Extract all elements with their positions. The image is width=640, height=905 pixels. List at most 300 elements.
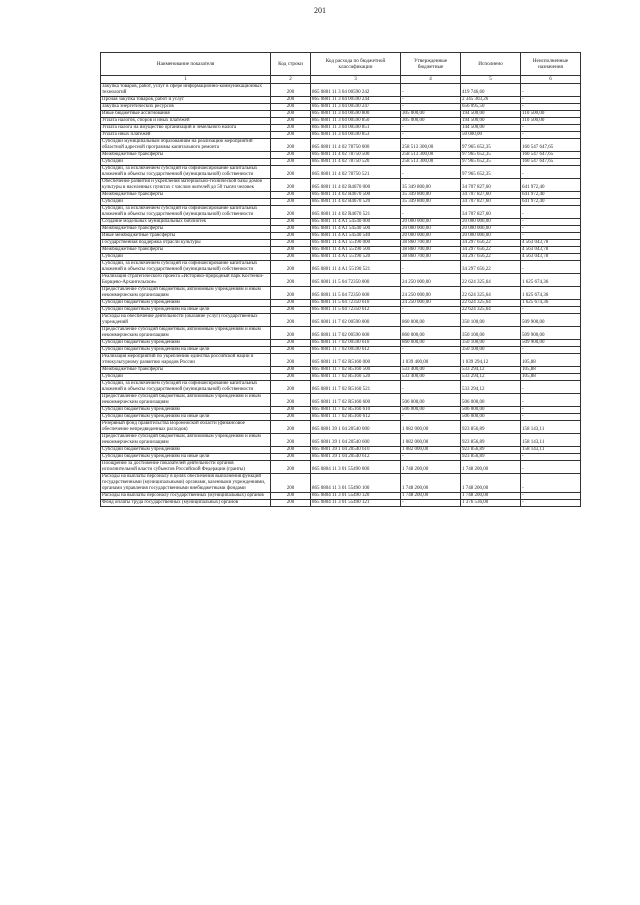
row-code-cell: 200 xyxy=(271,340,311,347)
row-executed-cell: 2 345 303,26 xyxy=(461,97,521,104)
row-unexecuted-cell: 1 625 674,36 xyxy=(521,274,581,287)
column-number: 5 xyxy=(461,76,521,84)
table-row xyxy=(101,307,581,314)
row-executed-cell: 1 748 200,00 xyxy=(461,461,521,474)
column-header: Наименование показателя xyxy=(101,53,271,76)
row-code-cell: 200 xyxy=(271,354,311,367)
column-number: 1 xyxy=(101,76,271,84)
table-row xyxy=(101,199,581,206)
column-header: Исполнено xyxy=(461,53,521,76)
row-budget-code-cell: 865 0801 11 3 04 00590 247 xyxy=(311,104,401,111)
row-approved-cell: 20 000 000,00 xyxy=(401,226,461,233)
row-code-cell: 200 xyxy=(271,407,311,414)
row-code-cell: 200 xyxy=(271,394,311,407)
row-budget-code-cell: 865 0801 11 5 04 72350 600 xyxy=(311,287,401,300)
row-name-cell: Резервный фонд правительства Воронежской области (финансовое обеспечение непредвиденных расходов) xyxy=(101,421,271,434)
row-code-cell: 200 xyxy=(271,233,311,240)
row-name-cell: Субсидии бюджетным учреждениям xyxy=(101,407,271,414)
row-code-cell: 200 xyxy=(271,300,311,307)
row-name-cell: Уплата налогов, сборов и иных платежей xyxy=(101,118,271,125)
row-name-cell: Субсидии, за исключением субсидий на софинансирование капитальных вложений в объекты государственной (муниципальной) собственности xyxy=(101,206,271,219)
row-approved-cell: 1 748 200,00 xyxy=(401,474,461,493)
row-unexecuted-cell: - xyxy=(521,347,581,354)
row-code-cell: 200 xyxy=(271,307,311,314)
row-unexecuted-cell: 509 900,00 xyxy=(521,340,581,347)
row-approved-cell: - xyxy=(401,166,461,179)
row-budget-code-cell: 865 0801 11 7 02 00590 612 xyxy=(311,347,401,354)
table-row xyxy=(101,261,581,274)
row-executed-cell: 34 707 827,60 xyxy=(461,199,521,206)
row-name-cell: Иные межбюджетные трансферты xyxy=(101,233,271,240)
row-executed-cell: 97 965 652,35 xyxy=(461,152,521,159)
row-code-cell: 200 xyxy=(271,474,311,493)
row-name-cell: Уплата налога на имущество организаций и земельного налога xyxy=(101,125,271,132)
row-budget-code-cell: 865 0801 39 1 04 20540 600 xyxy=(311,434,401,447)
table-row xyxy=(101,84,581,97)
row-name-cell: Субсидии xyxy=(101,199,271,206)
row-executed-cell: 350 100,00 xyxy=(461,314,521,327)
row-name-cell: Субсидии xyxy=(101,374,271,381)
row-approved-cell: - xyxy=(401,132,461,139)
row-unexecuted-cell: 160 547 647,65 xyxy=(521,159,581,166)
row-name-cell: Субсидии бюджетным учреждениям на иные цели xyxy=(101,347,271,354)
column-header: Код строки xyxy=(271,53,311,76)
row-code-cell: 200 xyxy=(271,374,311,381)
row-budget-code-cell: 865 0801 11 3 04 00590 800 xyxy=(311,111,401,118)
row-approved-cell: 258 513 300,00 xyxy=(401,152,461,159)
row-name-cell: Субсидии, за исключением субсидий на софинансирование капитальных вложений в объекты государственной (муниципальной) собственности xyxy=(101,381,271,394)
row-budget-code-cell: 865 0804 11 3 01 55490 000 xyxy=(311,461,401,474)
row-code-cell: 200 xyxy=(271,152,311,159)
row-budget-code-cell: 865 0801 11 5 04 72350 000 xyxy=(311,274,401,287)
row-unexecuted-cell: - xyxy=(521,132,581,139)
row-approved-cell: 24 250 000,00 xyxy=(401,274,461,287)
row-name-cell: Субсидии xyxy=(101,159,271,166)
row-executed-cell: 1 039 294,12 xyxy=(461,354,521,367)
row-budget-code-cell: 865 0801 11 4 A1 54540 000 xyxy=(311,219,401,226)
row-name-cell: Поощрение за достижение показателей деятельности органов исполнительной власти субъектов Российской Федерации (гранты) xyxy=(101,461,271,474)
row-name-cell: Предоставление субсидий бюджетным, автономным учреждениям и иным некоммерческим организациям xyxy=(101,394,271,407)
row-budget-code-cell: 865 0801 11 4 02 78750 000 xyxy=(311,139,401,152)
row-approved-cell: 20 000 000,00 xyxy=(401,219,461,226)
row-unexecuted-cell: - xyxy=(521,125,581,132)
row-name-cell: Субсидии бюджетным учреждениям xyxy=(101,300,271,307)
row-executed-cell: 350 100,00 xyxy=(461,340,521,347)
row-approved-cell: - xyxy=(401,84,461,97)
row-unexecuted-cell: - xyxy=(521,97,581,104)
row-unexecuted-cell: 641 972,40 xyxy=(521,179,581,192)
row-executed-cell: 923 856,89 xyxy=(461,421,521,434)
table-row xyxy=(101,461,581,474)
table-row xyxy=(101,219,581,226)
table-row xyxy=(101,125,581,132)
row-unexecuted-cell: - xyxy=(521,233,581,240)
row-unexecuted-cell: 158 143,11 xyxy=(521,447,581,454)
row-name-cell: Субсидии бюджетным учреждениям xyxy=(101,340,271,347)
row-budget-code-cell: 865 0801 11 4 02 78750 520 xyxy=(311,159,401,166)
row-approved-cell: - xyxy=(401,97,461,104)
table-row xyxy=(101,233,581,240)
row-name-cell: Межбюджетные трансферты xyxy=(101,152,271,159)
row-approved-cell: - xyxy=(401,381,461,394)
row-name-cell: Прочая закупка товаров, работ и услуг xyxy=(101,97,271,104)
row-executed-cell: 923 856,89 xyxy=(461,447,521,454)
row-code-cell: 200 xyxy=(271,159,311,166)
row-budget-code-cell: 865 0804 11 3 01 55490 100 xyxy=(311,474,401,493)
row-name-cell: Субсидии xyxy=(101,254,271,261)
row-name-cell: Межбюджетные трансферты xyxy=(101,192,271,199)
row-name-cell: Субсидии муниципальным образованиям на реализацию мероприятий областной адресной программы капитального ремонта xyxy=(101,139,271,152)
table-row xyxy=(101,166,581,179)
row-name-cell: Иные бюджетные ассигнования xyxy=(101,111,271,118)
row-approved-cell: 38 860 700,00 xyxy=(401,254,461,261)
row-executed-cell: 34 707 827,60 xyxy=(461,179,521,192)
row-code-cell: 200 xyxy=(271,287,311,300)
row-approved-cell: 20 000 000,00 xyxy=(401,233,461,240)
table-row xyxy=(101,206,581,219)
table-row xyxy=(101,247,581,254)
row-name-cell: Межбюджетные трансферты xyxy=(101,367,271,374)
row-executed-cell: 144 500,00 xyxy=(461,125,521,132)
row-code-cell: 200 xyxy=(271,454,311,461)
row-executed-cell: 34 297 656,22 xyxy=(461,254,521,261)
row-name-cell: Реализация мероприятий по укреплению единства российской нации и этнокультурному развитию народов России xyxy=(101,354,271,367)
row-code-cell: 200 xyxy=(271,104,311,111)
row-unexecuted-cell: 1 625 674,36 xyxy=(521,287,581,300)
row-budget-code-cell: 865 0801 11 5 04 72350 610 xyxy=(311,300,401,307)
row-name-cell: Предоставление субсидий бюджетным, автономным учреждениям и иным некоммерческим организациям xyxy=(101,434,271,447)
row-unexecuted-cell: 158 143,11 xyxy=(521,421,581,434)
table-row xyxy=(101,347,581,354)
column-number: 4 xyxy=(401,76,461,84)
row-unexecuted-cell: - xyxy=(521,500,581,507)
table-row xyxy=(101,500,581,507)
row-unexecuted-cell: 160 547 647,65 xyxy=(521,139,581,152)
column-header: Утвержденные бюджетные xyxy=(401,53,461,76)
row-executed-cell: 1 748 200,00 xyxy=(461,493,521,500)
row-executed-cell: 20 000 000,00 xyxy=(461,233,521,240)
row-executed-cell: 97 965 652,35 xyxy=(461,166,521,179)
table-row xyxy=(101,407,581,414)
row-unexecuted-cell: 4 563 043,78 xyxy=(521,247,581,254)
column-number: 2 xyxy=(271,76,311,84)
row-budget-code-cell: 865 0801 11 3 04 00590 242 xyxy=(311,84,401,97)
row-approved-cell: 24 250 000,00 xyxy=(401,300,461,307)
row-approved-cell: 258 513 300,00 xyxy=(401,139,461,152)
row-code-cell: 200 xyxy=(271,493,311,500)
row-code-cell: 200 xyxy=(271,240,311,247)
row-budget-code-cell: 865 0801 11 7 02 R5160 612 xyxy=(311,414,401,421)
row-executed-cell: 34 297 656,22 xyxy=(461,240,521,247)
row-code-cell: 200 xyxy=(271,274,311,287)
row-approved-cell: - xyxy=(401,206,461,219)
table-row xyxy=(101,254,581,261)
row-budget-code-cell: 865 0801 39 1 04 20540 612 xyxy=(311,454,401,461)
row-budget-code-cell: 865 0801 11 7 02 00590 000 xyxy=(311,314,401,327)
row-executed-cell: 506 000,00 xyxy=(461,407,521,414)
row-unexecuted-cell: 509 900,00 xyxy=(521,327,581,340)
table-row xyxy=(101,394,581,407)
row-code-cell: 200 xyxy=(271,97,311,104)
row-budget-code-cell: 865 0801 11 7 02 00590 610 xyxy=(311,340,401,347)
table-row xyxy=(101,327,581,340)
row-budget-code-cell: 865 0801 11 4 02 R4670 520 xyxy=(311,199,401,206)
row-unexecuted-cell: - xyxy=(521,414,581,421)
row-name-cell: Фонд оплаты труда государственных (муниципальных) органов xyxy=(101,500,271,507)
row-name-cell: Субсидии бюджетным учреждениям на иные цели xyxy=(101,454,271,461)
row-approved-cell: - xyxy=(401,500,461,507)
row-unexecuted-cell: - xyxy=(521,407,581,414)
row-code-cell: 200 xyxy=(271,327,311,340)
row-code-cell: 200 xyxy=(271,314,311,327)
row-approved-cell: 860 000,00 xyxy=(401,340,461,347)
row-name-cell: Расходы на обеспечение деятельности (оказание услуг) государственных учреждений xyxy=(101,314,271,327)
row-budget-code-cell: 865 0801 11 7 02 R5160 520 xyxy=(311,374,401,381)
row-code-cell: 200 xyxy=(271,434,311,447)
row-executed-cell: 533 294,12 xyxy=(461,367,521,374)
row-code-cell: 200 xyxy=(271,414,311,421)
row-executed-cell: 533 294,12 xyxy=(461,374,521,381)
table-row xyxy=(101,179,581,192)
row-executed-cell: 22 624 325,64 xyxy=(461,307,521,314)
row-approved-cell: 1 039 400,00 xyxy=(401,354,461,367)
column-header: Код расхода по бюджетной классификации xyxy=(311,53,401,76)
row-approved-cell: - xyxy=(401,347,461,354)
row-executed-cell: 194 500,00 xyxy=(461,118,521,125)
row-approved-cell: 305 000,00 xyxy=(401,118,461,125)
row-code-cell: 200 xyxy=(271,347,311,354)
row-name-cell: Субсидии бюджетным учреждениям на иные цели xyxy=(101,307,271,314)
row-budget-code-cell: 865 0801 11 4 A1 55190 500 xyxy=(311,247,401,254)
row-unexecuted-cell: - xyxy=(521,261,581,274)
row-approved-cell: 1 748 200,00 xyxy=(401,461,461,474)
row-unexecuted-cell: - xyxy=(521,226,581,233)
page-number: 201 xyxy=(314,6,326,15)
row-executed-cell: 97 965 652,35 xyxy=(461,139,521,152)
row-name-cell: Реализация стратегического проекта «Историко-природный парк Костенки-Борщево-Архангельское» xyxy=(101,274,271,287)
row-executed-cell: 506 000,00 xyxy=(461,394,521,407)
table-row xyxy=(101,421,581,434)
column-number: 3 xyxy=(311,76,401,84)
row-approved-cell: 860 000,00 xyxy=(401,314,461,327)
row-name-cell: Предоставление субсидий бюджетным, автономным учреждениям и иным некоммерческим организациям xyxy=(101,327,271,340)
table-row xyxy=(101,111,581,118)
row-code-cell: 200 xyxy=(271,367,311,374)
row-executed-cell: 34 297 656,22 xyxy=(461,261,521,274)
row-unexecuted-cell: 4 563 043,78 xyxy=(521,254,581,261)
row-unexecuted-cell: 4 563 043,78 xyxy=(521,240,581,247)
row-unexecuted-cell: - xyxy=(521,474,581,493)
row-code-cell: 200 xyxy=(271,261,311,274)
row-executed-cell: 350 100,00 xyxy=(461,347,521,354)
row-approved-cell: 38 860 700,00 xyxy=(401,247,461,254)
row-code-cell: 200 xyxy=(271,500,311,507)
row-executed-cell: 923 856,89 xyxy=(461,434,521,447)
table-row xyxy=(101,381,581,394)
table-row xyxy=(101,104,581,111)
row-name-cell: Закупка товаров, работ, услуг в сфере информационно-коммуникационных технологий xyxy=(101,84,271,97)
row-approved-cell: 1 082 000,00 xyxy=(401,447,461,454)
row-code-cell: 200 xyxy=(271,421,311,434)
column-number-row xyxy=(101,76,581,84)
row-budget-code-cell: 865 0801 11 3 04 00590 851 xyxy=(311,125,401,132)
row-budget-code-cell: 865 0801 11 7 02 R5160 000 xyxy=(311,354,401,367)
row-unexecuted-cell: - xyxy=(521,493,581,500)
row-budget-code-cell: 865 0801 39 1 04 20540 610 xyxy=(311,447,401,454)
table-row xyxy=(101,354,581,367)
row-unexecuted-cell: 110 500,00 xyxy=(521,111,581,118)
row-executed-cell: 194 500,00 xyxy=(461,111,521,118)
row-budget-code-cell: 865 0801 11 4 02 R4670 521 xyxy=(311,206,401,219)
row-budget-code-cell: 865 0801 39 1 04 20540 000 xyxy=(311,421,401,434)
table-row xyxy=(101,493,581,500)
row-budget-code-cell: 865 0801 11 4 02 78750 521 xyxy=(311,166,401,179)
table-row xyxy=(101,287,581,300)
row-unexecuted-cell: - xyxy=(521,104,581,111)
row-unexecuted-cell: 105,88 xyxy=(521,367,581,374)
row-unexecuted-cell: - xyxy=(521,381,581,394)
row-executed-cell: 34 707 827,60 xyxy=(461,192,521,199)
row-unexecuted-cell: 1 625 674,36 xyxy=(521,300,581,307)
row-budget-code-cell: 865 0801 11 4 A1 54540 500 xyxy=(311,226,401,233)
row-unexecuted-cell: 158 143,11 xyxy=(521,434,581,447)
row-approved-cell: 860 000,00 xyxy=(401,327,461,340)
row-code-cell: 200 xyxy=(271,125,311,132)
table-row xyxy=(101,159,581,166)
row-approved-cell: 506 000,00 xyxy=(401,394,461,407)
table-header-row xyxy=(101,53,581,76)
row-executed-cell: 419 746,60 xyxy=(461,84,521,97)
row-unexecuted-cell: - xyxy=(521,307,581,314)
row-budget-code-cell: 865 0801 11 4 02 R4670 500 xyxy=(311,192,401,199)
row-approved-cell: 35 349 800,00 xyxy=(401,192,461,199)
row-code-cell: 200 xyxy=(271,461,311,474)
row-approved-cell: - xyxy=(401,125,461,132)
table-row xyxy=(101,367,581,374)
row-unexecuted-cell: 105,88 xyxy=(521,354,581,367)
row-unexecuted-cell: 641 972,40 xyxy=(521,192,581,199)
column-number: 6 xyxy=(521,76,581,84)
budget-execution-table xyxy=(100,52,581,507)
row-budget-code-cell: 865 0801 11 4 A1 55190 521 xyxy=(311,261,401,274)
row-budget-code-cell: 865 0801 11 4 A1 54540 540 xyxy=(311,233,401,240)
row-budget-code-cell: 865 0801 11 5 04 72350 612 xyxy=(311,307,401,314)
table-row xyxy=(101,300,581,307)
row-unexecuted-cell: - xyxy=(521,84,581,97)
row-executed-cell: 20 000 000,00 xyxy=(461,219,521,226)
row-unexecuted-cell: - xyxy=(521,394,581,407)
table-row xyxy=(101,132,581,139)
row-approved-cell: 533 400,00 xyxy=(401,374,461,381)
row-approved-cell: - xyxy=(401,307,461,314)
row-code-cell: 200 xyxy=(271,199,311,206)
row-approved-cell: 1 082 000,00 xyxy=(401,421,461,434)
table-row xyxy=(101,192,581,199)
table-row xyxy=(101,97,581,104)
row-budget-code-cell: 865 0804 11 3 01 55490 121 xyxy=(311,500,401,507)
row-code-cell: 200 xyxy=(271,111,311,118)
row-name-cell: Субсидии, за исключением субсидий на софинансирование капитальных вложений в объекты государственной (муниципальной) собственности xyxy=(101,166,271,179)
row-executed-cell: 22 624 325,64 xyxy=(461,287,521,300)
row-code-cell: 200 xyxy=(271,192,311,199)
row-approved-cell: 24 250 000,00 xyxy=(401,287,461,300)
table-row xyxy=(101,374,581,381)
row-unexecuted-cell: 110 500,00 xyxy=(521,118,581,125)
row-approved-cell: - xyxy=(401,261,461,274)
row-code-cell: 200 xyxy=(271,447,311,454)
row-code-cell: 200 xyxy=(271,179,311,192)
row-budget-code-cell: 865 0801 11 4 02 78750 500 xyxy=(311,152,401,159)
row-approved-cell: 506 000,00 xyxy=(401,407,461,414)
row-code-cell: 200 xyxy=(271,226,311,233)
table-row xyxy=(101,414,581,421)
row-code-cell: 200 xyxy=(271,381,311,394)
table-row xyxy=(101,118,581,125)
row-unexecuted-cell: - xyxy=(521,219,581,226)
row-executed-cell: 97 965 652,35 xyxy=(461,159,521,166)
row-executed-cell: 656 095,50 xyxy=(461,104,521,111)
row-budget-code-cell: 865 0801 11 4 A1 55190 000 xyxy=(311,240,401,247)
row-approved-cell: 258 513 300,00 xyxy=(401,159,461,166)
row-unexecuted-cell: - xyxy=(521,166,581,179)
table-row xyxy=(101,152,581,159)
row-code-cell: 200 xyxy=(271,139,311,152)
row-executed-cell: 923 856,89 xyxy=(461,454,521,461)
row-budget-code-cell: 865 0801 11 3 04 00590 244 xyxy=(311,97,401,104)
row-unexecuted-cell: - xyxy=(521,461,581,474)
row-budget-code-cell: 865 0801 11 4 02 R4670 000 xyxy=(311,179,401,192)
row-budget-code-cell: 865 0801 11 7 02 R5160 600 xyxy=(311,394,401,407)
row-executed-cell: 50 000,00 xyxy=(461,132,521,139)
row-code-cell: 200 xyxy=(271,247,311,254)
row-name-cell: Обеспечение развития и укрепления материально-технической базы домов культуры в населенных пунктах с числом жителей до 50 тысяч человек xyxy=(101,179,271,192)
table-row xyxy=(101,454,581,461)
table-row xyxy=(101,240,581,247)
row-unexecuted-cell: 105,88 xyxy=(521,374,581,381)
row-code-cell: 200 xyxy=(271,84,311,97)
row-budget-code-cell: 865 0801 11 3 04 00590 850 xyxy=(311,118,401,125)
row-budget-code-cell: 865 0801 11 3 04 00590 853 xyxy=(311,132,401,139)
row-approved-cell: 1 082 000,00 xyxy=(401,434,461,447)
row-code-cell: 200 xyxy=(271,219,311,226)
row-executed-cell: 350 100,00 xyxy=(461,327,521,340)
row-name-cell: Субсидии, за исключением субсидий на софинансирование капитальных вложений в объекты государственной (муниципальной) собственности xyxy=(101,261,271,274)
row-approved-cell: 35 349 800,00 xyxy=(401,179,461,192)
row-executed-cell: 1 376 536,00 xyxy=(461,500,521,507)
row-unexecuted-cell: - xyxy=(521,454,581,461)
row-code-cell: 200 xyxy=(271,166,311,179)
row-code-cell: 200 xyxy=(271,254,311,261)
row-executed-cell: 20 000 000,00 xyxy=(461,226,521,233)
row-approved-cell: - xyxy=(401,104,461,111)
table-row xyxy=(101,274,581,287)
row-unexecuted-cell: - xyxy=(521,206,581,219)
row-name-cell: Уплата иных платежей xyxy=(101,132,271,139)
row-name-cell: Предоставление субсидий бюджетным, автономным учреждениям и иным некоммерческим организациям xyxy=(101,287,271,300)
table-row xyxy=(101,340,581,347)
row-name-cell: Межбюджетные трансферты xyxy=(101,226,271,233)
row-budget-code-cell: 865 0801 11 7 02 R5160 521 xyxy=(311,381,401,394)
row-budget-code-cell: 865 0801 11 7 02 00590 600 xyxy=(311,327,401,340)
row-executed-cell: 1 748 200,00 xyxy=(461,474,521,493)
row-executed-cell: 22 624 325,64 xyxy=(461,300,521,307)
row-budget-code-cell: 865 0801 11 4 A1 55190 520 xyxy=(311,254,401,261)
row-budget-code-cell: 865 0804 11 3 01 55490 120 xyxy=(311,493,401,500)
row-approved-cell: 38 860 700,00 xyxy=(401,240,461,247)
row-executed-cell: 533 294,12 xyxy=(461,381,521,394)
row-name-cell: Расходы на выплаты персоналу в целях обеспечения выполнения функций государственными (муниципальными) органами, казенными учреждениями, органами управления государственными внебюджетными фондами xyxy=(101,474,271,493)
row-code-cell: 200 xyxy=(271,206,311,219)
